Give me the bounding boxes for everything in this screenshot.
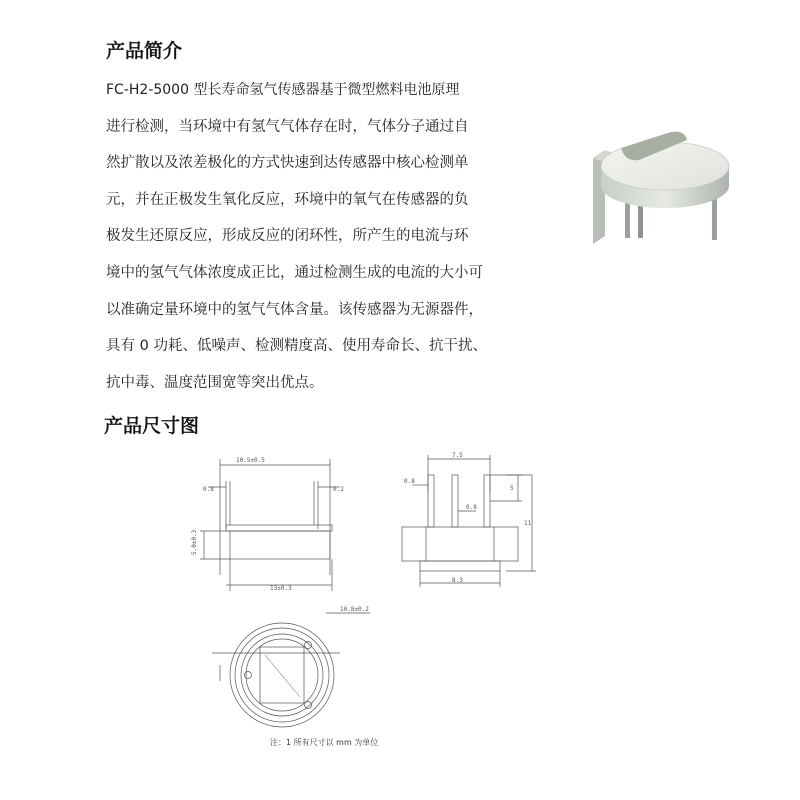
dim-pin-span: 7.5 <box>452 452 463 459</box>
dim-base-width: 8.3 <box>452 577 463 584</box>
intro-line: 抗中毒、温度范围宽等突出优点。 <box>106 374 324 391</box>
intro-line: 以准确定量环境中的氢气气体含量。该传感器为无源器件， <box>106 301 483 318</box>
intro-paragraph <box>106 76 526 405</box>
intro-section-title: 产品简介 <box>106 40 183 62</box>
intro-line: 元，并在正极发生氧化反应，环境中的氧气在传感器的负 <box>106 191 469 208</box>
dim-body-height: 5.0±0.3 <box>191 529 198 555</box>
dimension-section-title: 产品尺寸图 <box>104 415 200 437</box>
dim-pin-dia-b: 0.8 <box>466 504 477 511</box>
intro-line: FC-H2-5000 型长寿命氢气传感器基于微型燃料电池原理 <box>106 82 460 98</box>
dim-top-width: 10.5±0.5 <box>236 457 265 464</box>
intro-line: 境中的氢气气体浓度成正比，通过检测生成的电流的大小可 <box>106 264 483 281</box>
intro-line: 具有 0 功耗、低噪声、检测精度高、使用寿命长、抗干扰、 <box>106 338 487 355</box>
unit-note: 注：1 所有尺寸以 mm 为单位 <box>270 738 379 747</box>
dim-pin-len: 5 <box>510 485 514 492</box>
sensor-product-image <box>575 118 735 253</box>
dim-lead-right: 0.2 <box>333 486 344 493</box>
dimension-drawing <box>190 445 550 730</box>
intro-line: 进行检测，当环境中有氢气气体存在时，气体分子通过自 <box>106 118 469 135</box>
dim-body-width: 13±0.3 <box>270 585 292 592</box>
dim-lead-left: 0.8 <box>203 486 214 493</box>
intro-line: 然扩散以及浓差极化的方式快速到达传感器中核心检测单 <box>106 155 469 172</box>
dim-pin-dia-a: 0.8 <box>404 478 415 485</box>
intro-line: 极发生还原反应，形成反应的闭环性，所产生的电流与环 <box>106 228 469 245</box>
dim-total-height: 11 <box>524 520 532 527</box>
dim-cap-dia: 10.8±0.2 <box>340 606 369 613</box>
